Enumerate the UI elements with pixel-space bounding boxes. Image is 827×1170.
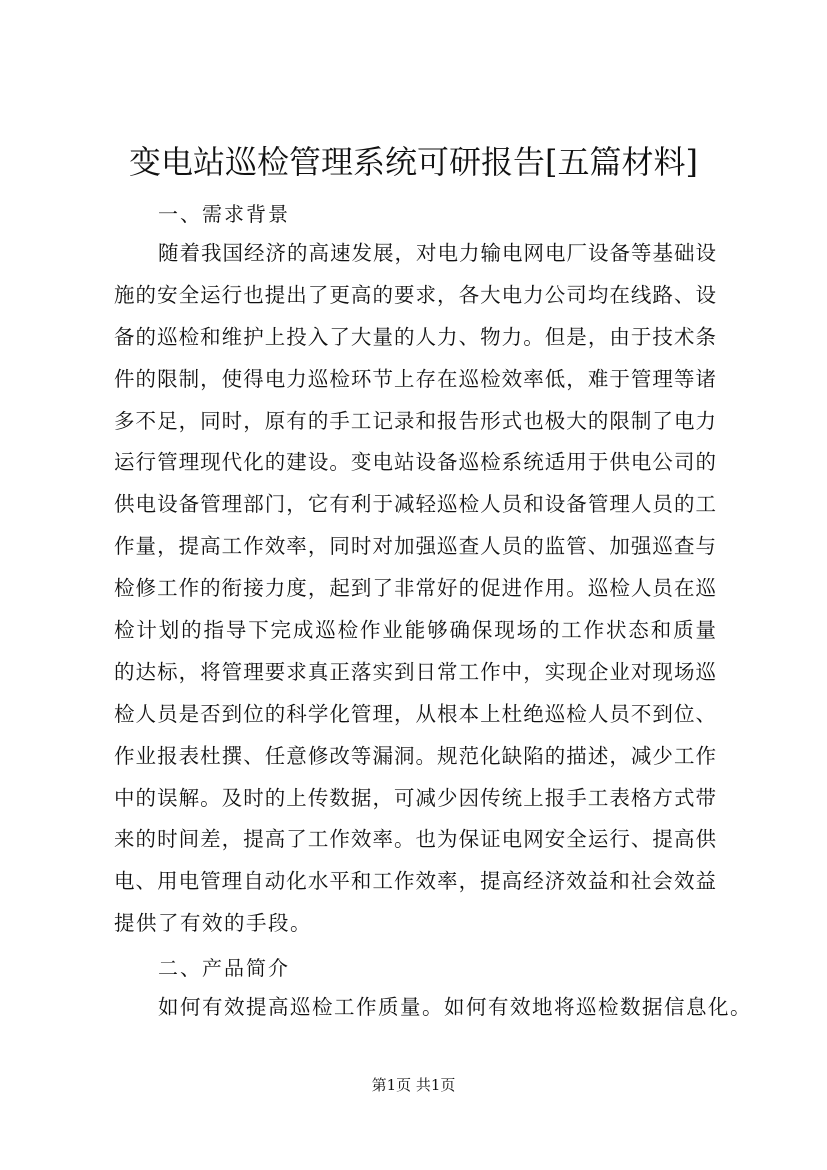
paragraph-line: 检修工作的衔接力度，起到了非常好的促进作用。巡检人员在巡 — [114, 576, 716, 601]
paragraph-line: 检人员是否到位的科学化管理，从根本上杜绝巡检人员不到位、 — [114, 701, 716, 726]
paragraph-line: 作业报表杜撰、任意修改等漏洞。规范化缺陷的描述，减少工作 — [114, 743, 716, 768]
paragraph-line: 备的巡检和维护上投入了大量的人力、物力。但是，由于技术条 — [114, 324, 716, 349]
paragraph-line: 中的误解。及时的上传数据，可减少因传统上报手工表格方式带 — [114, 785, 716, 810]
paragraph-line: 随着我国经济的高速发展，对电力输电网电厂设备等基础设 — [158, 241, 716, 265]
section-heading-requirements: 一、需求背景 — [158, 202, 290, 226]
paragraph-line: 多不足，同时，原有的手工记录和报告形式也极大的限制了电力 — [114, 408, 716, 433]
paragraph-requirements — [114, 233, 716, 945]
paragraph-line: 检计划的指导下完成巡检作业能够确保现场的工作状态和质量 — [114, 618, 716, 643]
paragraph-line: 供电设备管理部门，它有利于减轻巡检人员和设备管理人员的工 — [114, 492, 716, 517]
paragraph-line: 施的安全运行也提出了更高的要求，各大电力公司均在线路、设 — [114, 282, 716, 307]
section-heading-product-intro: 二、产品简介 — [158, 956, 290, 980]
page-footer: 第1页 共1页 — [371, 1076, 456, 1094]
paragraph-line: 提供了有效的手段。 — [114, 911, 312, 936]
paragraph-line: 来的时间差，提高了工作效率。也为保证电网安全运行、提高供 — [114, 827, 716, 852]
document-title: 变电站巡检管理系统可研报告[五篇材料] — [129, 143, 698, 181]
paragraph-line: 作量，提高工作效率，同时对加强巡查人员的监管、加强巡查与 — [114, 534, 716, 559]
paragraph-line: 运行管理现代化的建设。变电站设备巡检系统适用于供电公司的 — [114, 450, 716, 475]
paragraph-line: 如何有效提高巡检工作质量。如何有效地将巡检数据信息化。 — [158, 995, 752, 1019]
paragraph-line: 件的限制，使得电力巡检环节上存在巡检效率低，难于管理等诸 — [114, 366, 716, 391]
paragraph-line: 电、用电管理自动化水平和工作效率，提高经济效益和社会效益 — [114, 869, 716, 894]
paragraph-product-intro — [114, 987, 752, 1029]
paragraph-line: 的达标，将管理要求真正落实到日常工作中，实现企业对现场巡 — [114, 659, 716, 684]
